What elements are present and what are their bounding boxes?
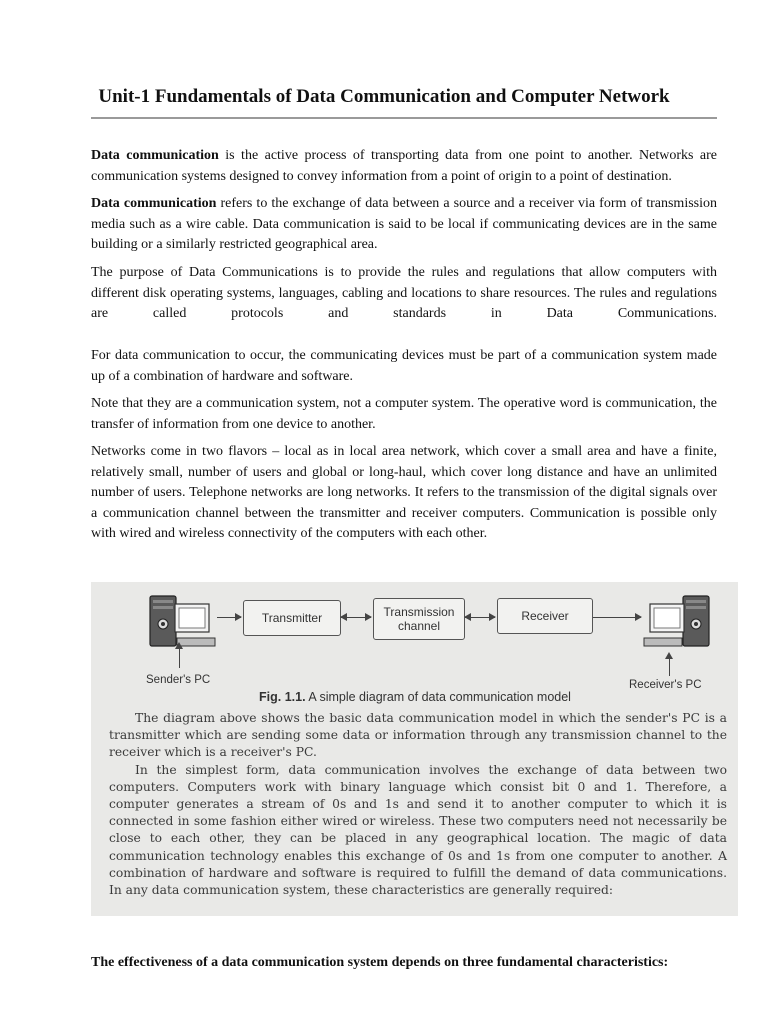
figure-caption xyxy=(259,690,571,704)
receiver-box: Receiver xyxy=(497,598,593,634)
arrow-sender-to-transmitter xyxy=(217,617,241,618)
sender-pc-icon xyxy=(149,592,217,654)
scanned-figure xyxy=(91,582,738,916)
figure-number: Fig. 1.1. xyxy=(259,690,306,704)
sender-pc-label: Sender's PC xyxy=(146,674,211,686)
paragraph-2-text: refers to the exchange of data between a source and a receiver via form of transmission media such as a wire cable. Data communication is said to be local if communicating devices are in the same building or a similarly restricted geographical area. xyxy=(91,196,717,252)
channel-box: Transmission channel xyxy=(373,598,465,640)
page-title: Unit-1 Fundamentals of Data Communication and Computer Network xyxy=(98,86,670,107)
figure-caption-text: A simple diagram of data communication model xyxy=(305,690,571,704)
paragraph-5: Note that they are a communication system, not a computer system. The operative word is communication, the transfer of information from one device to another. xyxy=(91,396,717,432)
paragraph-1-text: is the active process of transporting data from one point to another. Networks are communication systems designed to convey information from a point of origin to a point of destination. xyxy=(91,148,718,184)
term-data-communication: Data communication xyxy=(91,196,217,211)
receiver-pointer-arrow xyxy=(669,658,670,676)
scan-paragraph-1: The diagram above shows the basic data communication model in which the sender's PC is a transmitter which are sending some data or information through any transmission channel to the receiver which is a receiver's PC. xyxy=(109,711,727,760)
scanned-text xyxy=(109,710,727,899)
paragraph-3: The purpose of Data Communications is to provide the rules and regulations that allow computers with different disk operating systems, languages, cabling and locations to share resources. The rules and regulations are called protocols and standards in Data Communications. xyxy=(91,265,717,321)
scan-paragraph-2: In the simplest form, data communication involves the exchange of data between two computers. Computers work with binary language which consist bit 0 and 1. Therefore, a computer generates a stream of 0s and 1s and send it to another computer to which it is connected in some fashion either wired or wireless. These two computers need not necessarily be close to each other, they can be placed in any geographical location. The magic of data communication technology enables this exchange of 0s and 1s from one computer to another. A combination of hardware and software is required to fulfill the demand of data communications. In any data communication system, these characteristics are generally required: xyxy=(109,762,727,898)
transmitter-box: Transmitter xyxy=(243,600,341,636)
paragraph-4: For data communication to occur, the communicating devices must be part of a communication system made up of a combination of hardware and software. xyxy=(91,348,717,384)
receiver-pc-label: Receiver's PC xyxy=(629,679,702,691)
title-divider xyxy=(91,117,717,119)
section-heading: The effectiveness of a data communication system depends on three fundamental characteristics: xyxy=(91,955,669,970)
paragraph-6: Networks come in two flavors – local as in local area network, which cover a small area and have a finite, relatively small, number of users and global or long-haul, which cover long distance and have an unlimited number of users. Telephone networks are long networks. It refers to the transmission of the digital signals over a communication channel between the transmitter and receiver computers. Communication is possible only with wired and wireless connectivity of the computers with each other. xyxy=(91,444,717,541)
arrow-transmitter-channel xyxy=(341,617,371,618)
sender-pointer-arrow xyxy=(179,648,180,668)
arrow-receiver-to-pc xyxy=(593,617,641,618)
arrow-channel-receiver xyxy=(465,617,495,618)
paragraph-2 xyxy=(91,194,717,256)
term-data-communication: Data communication xyxy=(91,148,219,163)
paragraph-1 xyxy=(91,146,717,187)
receiver-pc-icon xyxy=(642,592,710,654)
